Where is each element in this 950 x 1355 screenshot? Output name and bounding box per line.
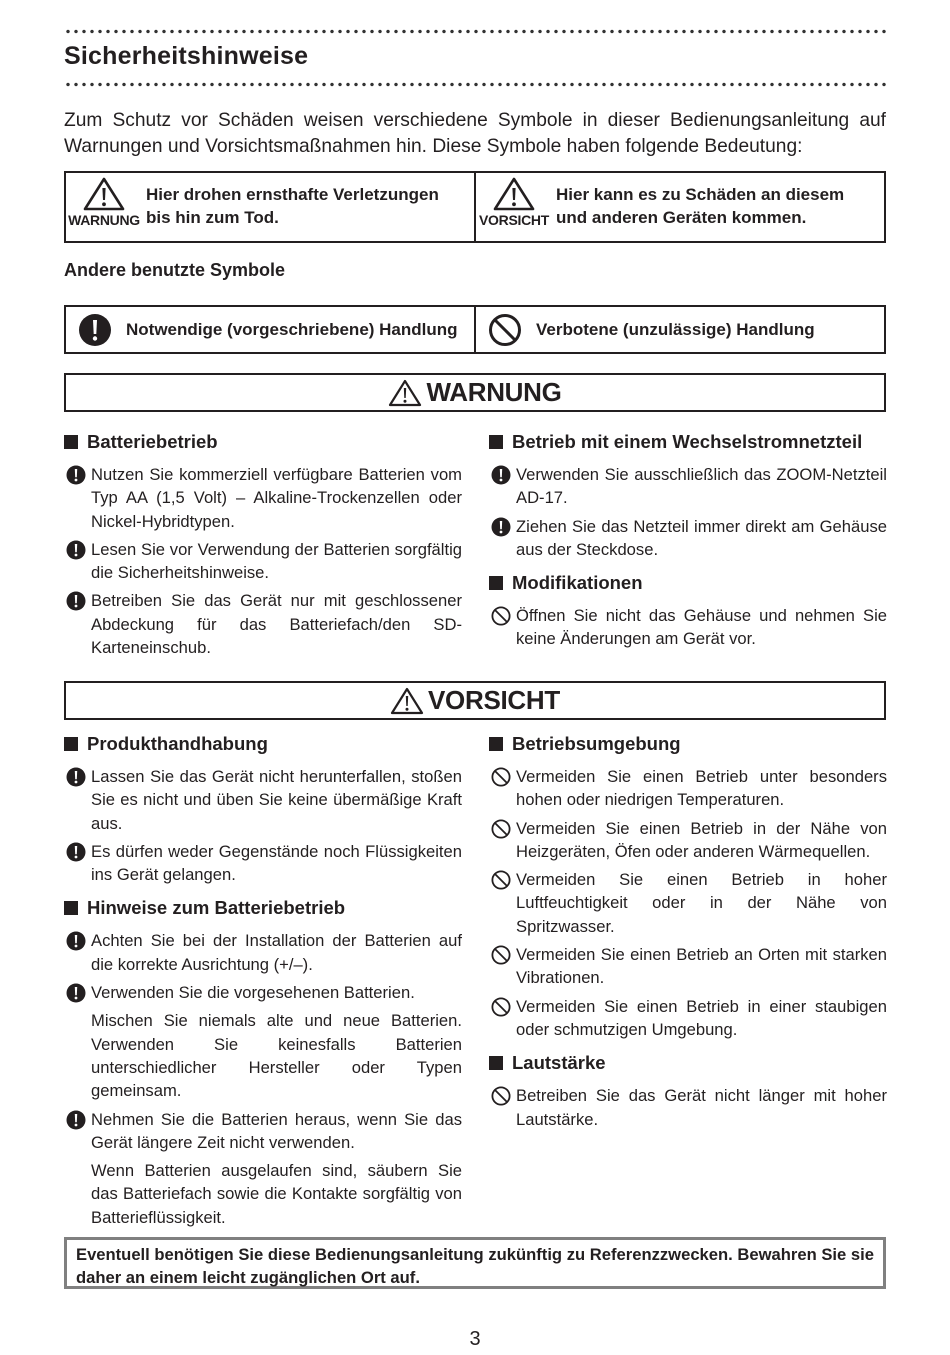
list-item bbox=[64, 538, 462, 585]
page-number: 3 bbox=[469, 1328, 481, 1350]
prohibited-icon bbox=[491, 1086, 511, 1106]
legend-mandatory bbox=[66, 307, 474, 352]
exclamation-circle-icon bbox=[491, 517, 511, 537]
top-dotted-rule bbox=[64, 29, 886, 34]
page-title: Sicherheitshinweise bbox=[64, 42, 309, 70]
prohibited-icon bbox=[491, 819, 511, 839]
signal-word-legend bbox=[64, 171, 886, 243]
exclamation-circle-icon bbox=[66, 591, 86, 611]
list-item-text: Achten Sie bei der Installation der Batterien auf die korrekte Ausrichtung (+/–). bbox=[91, 931, 462, 974]
prohibited-icon bbox=[491, 997, 511, 1017]
section-heading bbox=[489, 429, 887, 455]
list-item-text: Wenn Batterien ausgelaufen sind, säubern Sie das Batteriefach sowie die Kontakte sorgfältig von Batterieflüssigkeit. bbox=[91, 1161, 462, 1227]
exclamation-circle-icon bbox=[66, 767, 86, 787]
caution-banner bbox=[64, 681, 886, 720]
square-bullet-icon bbox=[64, 737, 78, 751]
legend-warnung-label: WARNUNG bbox=[68, 212, 140, 228]
caution-right-column bbox=[489, 731, 887, 1136]
list-item-text: Vermeiden Sie einen Betrieb in hoher Luftfeuchtigkeit oder in der Nähe von Spritzwasser. bbox=[516, 870, 887, 936]
legend-warnung bbox=[66, 173, 474, 241]
list-item-text: Vermeiden Sie einen Betrieb unter besonders hohen oder niedrigen Temperaturen. bbox=[516, 767, 887, 810]
list-item-text: Betreiben Sie das Gerät nur mit geschlossener Abdeckung für das Batteriefach/den SD-Karteneinschub. bbox=[91, 591, 462, 658]
legend-warnung-text: Hier drohen ernsthafte Verletzungen bis hin zum Tod. bbox=[146, 185, 439, 227]
prohibited-icon bbox=[491, 606, 511, 626]
legend-prohibited-text: Verbotene (unzulässige) Handlung bbox=[536, 319, 815, 339]
legend-warnung-symbol bbox=[68, 177, 140, 228]
exclamation-circle-icon bbox=[66, 931, 86, 951]
legend-vorsicht-symbol bbox=[478, 177, 550, 228]
list-item bbox=[64, 1009, 462, 1102]
legend-vorsicht-label: VORSICHT bbox=[479, 212, 549, 228]
square-bullet-icon bbox=[489, 576, 503, 590]
square-bullet-icon bbox=[489, 737, 503, 751]
section-heading bbox=[64, 895, 462, 921]
list-item bbox=[489, 765, 887, 812]
exclamation-circle-icon bbox=[78, 313, 112, 347]
list-item bbox=[489, 817, 887, 864]
list-item-text: Vermeiden Sie einen Betrieb in der Nähe von Heizgeräten, Öfen oder anderen Wärmequellen. bbox=[516, 818, 887, 861]
prohibited-icon bbox=[488, 313, 522, 347]
exclamation-circle-icon bbox=[491, 465, 511, 485]
title-dotted-rule bbox=[64, 82, 886, 87]
section-heading-text: Lautstärke bbox=[512, 1052, 606, 1074]
list-item bbox=[64, 929, 462, 976]
prohibited-icon bbox=[491, 767, 511, 787]
list-item-text: Vermeiden Sie einen Betrieb in einer staubigen oder schmutzigen Umgebung. bbox=[516, 996, 887, 1039]
exclamation-circle-icon bbox=[66, 465, 86, 485]
exclamation-circle-icon bbox=[66, 1110, 86, 1130]
section-heading bbox=[64, 429, 462, 455]
reference-note: Eventuell benötigen Sie diese Bedienungsanleitung zukünftig zu Referenzzwecken. Bewahren Sie sie daher an einem leicht zugänglichen Ort auf. bbox=[64, 1237, 886, 1289]
list-item bbox=[489, 604, 887, 651]
prohibited-icon bbox=[491, 870, 511, 890]
list-item-text: Es dürfen weder Gegenstände noch Flüssigkeiten ins Gerät gelangen. bbox=[91, 841, 462, 885]
list-item-text: Nutzen Sie kommerziell verfügbare Batterien vom Typ AA (1,5 Volt) – Alkaline-Trockenzellen oder Nickel-Hybridtypen. bbox=[91, 465, 462, 531]
exclamation-circle-icon bbox=[66, 983, 86, 1003]
warning-banner-title: WARNUNG bbox=[426, 377, 562, 407]
legend-mandatory-text: Notwendige (vorgeschriebene) Handlung bbox=[126, 319, 458, 339]
caution-banner-title: VORSICHT bbox=[428, 685, 560, 715]
list-item-text: Vermeiden Sie einen Betrieb an Orten mit starken Vibrationen. bbox=[516, 945, 887, 988]
warning-triangle-icon bbox=[82, 177, 126, 211]
warning-triangle-icon bbox=[390, 687, 424, 715]
prohibited-icon bbox=[491, 945, 511, 965]
square-bullet-icon bbox=[489, 435, 503, 449]
list-item bbox=[489, 463, 887, 510]
list-item bbox=[64, 981, 462, 1004]
section-heading-text: Betriebsumgebung bbox=[512, 733, 681, 754]
section-heading-text: Produkthandhabung bbox=[87, 733, 268, 754]
warning-right-column bbox=[489, 429, 887, 656]
warning-left-column bbox=[64, 429, 462, 664]
other-symbols-heading: Andere benutzte Symbole bbox=[64, 260, 286, 280]
section-heading bbox=[489, 1050, 887, 1076]
section-heading-text: Modifikationen bbox=[512, 572, 643, 594]
list-item-text: Verwenden Sie ausschließlich das ZOOM-Netzteil AD-17. bbox=[516, 465, 887, 508]
list-item bbox=[489, 868, 887, 938]
list-item bbox=[64, 463, 462, 533]
square-bullet-icon bbox=[489, 1056, 503, 1070]
exclamation-circle-icon bbox=[66, 842, 86, 862]
warning-banner bbox=[64, 373, 886, 412]
section-heading-text: Batteriebetrieb bbox=[87, 431, 218, 452]
list-item bbox=[489, 995, 887, 1042]
warning-triangle-icon bbox=[388, 379, 422, 407]
list-item-text: Lassen Sie das Gerät nicht herunterfallen, stoßen Sie es nicht und üben Sie keine übermäßige Kraft aus. bbox=[91, 767, 462, 833]
list-item bbox=[489, 515, 887, 562]
list-item-text: Mischen Sie niemals alte und neue Batterien. Verwenden Sie keinesfalls Batterien unterschiedlicher Hersteller oder Typen gemeinsam. bbox=[91, 1011, 462, 1101]
list-item bbox=[489, 1084, 887, 1131]
list-item-text: Nehmen Sie die Batterien heraus, wenn Sie das Gerät längere Zeit nicht verwenden. bbox=[91, 1109, 462, 1152]
list-item bbox=[64, 1159, 462, 1229]
exclamation-circle-icon bbox=[66, 540, 86, 560]
section-heading-text: Hinweise zum Batteriebetrieb bbox=[87, 897, 346, 919]
square-bullet-icon bbox=[64, 901, 78, 915]
section-heading bbox=[489, 731, 887, 757]
legend-vorsicht bbox=[474, 173, 884, 241]
section-heading bbox=[489, 570, 887, 596]
list-item bbox=[489, 943, 887, 990]
list-item-text: Öffnen Sie nicht das Gehäuse und nehmen Sie keine Änderungen am Gerät vor. bbox=[516, 606, 887, 649]
list-item bbox=[64, 1108, 462, 1155]
list-item-text: Betreiben Sie das Gerät nicht länger mit hoher Lautstärke. bbox=[516, 1086, 887, 1129]
section-heading bbox=[64, 731, 462, 757]
legend-vorsicht-text: Hier kann es zu Schäden an diesem und anderen Geräten kommen. bbox=[556, 185, 845, 227]
section-heading-text: Betrieb mit einem Wechselstromnetzteil bbox=[512, 431, 863, 452]
square-bullet-icon bbox=[64, 435, 78, 449]
caution-left-column bbox=[64, 731, 462, 1234]
list-item-text: Lesen Sie vor Verwendung der Batterien sorgfältig die Sicherheitshinweise. bbox=[91, 539, 462, 583]
other-symbols-legend bbox=[64, 305, 886, 354]
list-item bbox=[64, 589, 462, 659]
list-item-text: Verwenden Sie die vorgesehenen Batterien. bbox=[91, 983, 415, 1003]
list-item-text: Ziehen Sie das Netzteil immer direkt am Gehäuse aus der Steckdose. bbox=[516, 516, 887, 559]
legend-prohibited bbox=[474, 307, 884, 352]
warning-triangle-icon bbox=[492, 177, 536, 211]
intro-paragraph: Zum Schutz vor Schäden weisen verschiedene Symbole in dieser Bedienungsanleitung auf Warnungen und Vorsichtsmaßnahmen hin. Diese Symbole haben folgende Bedeutung: bbox=[64, 110, 886, 157]
list-item bbox=[64, 840, 462, 887]
list-item bbox=[64, 765, 462, 835]
